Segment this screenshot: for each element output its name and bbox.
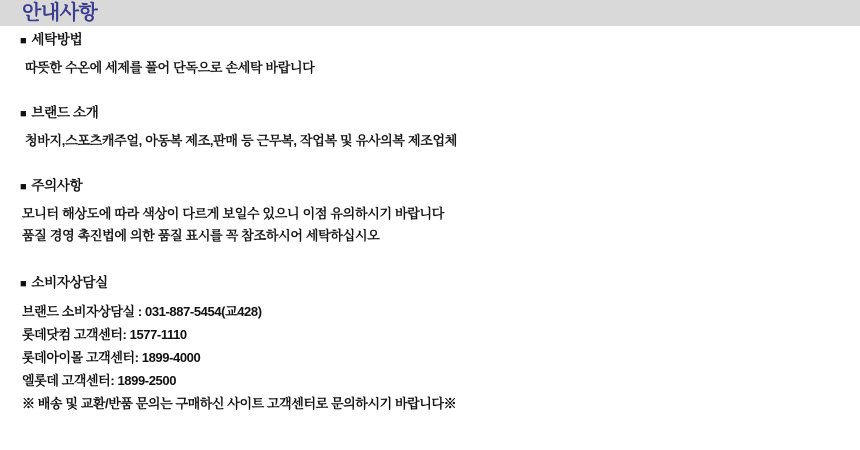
section-caution-label: 주의사항 — [31, 178, 83, 193]
section-customer-service-title — [0, 273, 860, 294]
square-bullet-icon: ■ — [20, 108, 27, 120]
contact-line-brand: 브랜드 소비자상담실 : 031-887-5454(교428) — [22, 304, 262, 319]
section-caution — [0, 176, 860, 247]
section-brand-label: 브랜드 소개 — [31, 105, 99, 120]
contact-line-ellotte: 엘롯데 고객센터: 1899-2500 — [22, 373, 177, 388]
section-brand-line-1: 청바지,스포츠캐주얼, 아동복 제조,판매 등 근무복, 작업복 및 유사의복 제조업체 — [25, 133, 457, 148]
square-bullet-icon: ■ — [20, 35, 27, 47]
spacer — [0, 79, 860, 103]
spacer — [0, 152, 860, 176]
header-bar — [0, 0, 860, 26]
section-caution-line-2: 품질 경영 촉진법에 의한 품질 표시를 꼭 참조하시어 세탁하십시오 — [22, 228, 380, 243]
section-brand — [0, 103, 860, 152]
section-brand-title — [0, 103, 860, 124]
section-washing-label: 세탁방법 — [31, 32, 83, 47]
notice-content — [0, 30, 860, 415]
spacer — [0, 247, 860, 273]
shipping-exchange-note: ※ 배송 및 교환/반품 문의는 구매하신 사이트 고객센터로 문의하시기 바랍니다※ — [22, 396, 457, 411]
section-customer-service — [0, 273, 860, 415]
page-title: 안내사항 — [22, 2, 98, 24]
square-bullet-icon: ■ — [20, 278, 27, 290]
square-bullet-icon: ■ — [20, 181, 27, 193]
section-washing-line-1: 따뜻한 수온에 세제를 풀어 단독으로 손세탁 바랍니다 — [25, 60, 315, 75]
contact-line-lotteimall: 롯데아이몰 고객센터: 1899-4000 — [22, 350, 201, 365]
contact-line-lottedotcom: 롯데닷컴 고객센터: 1577-1110 — [22, 327, 187, 342]
section-caution-title — [0, 176, 860, 197]
section-caution-line-1: 모니터 해상도에 따라 색상이 다르게 보일수 있으니 이점 유의하시기 바랍니다 — [22, 206, 445, 221]
section-washing — [0, 30, 860, 79]
section-customer-service-label: 소비자상담실 — [31, 275, 108, 290]
section-washing-title — [0, 30, 860, 51]
